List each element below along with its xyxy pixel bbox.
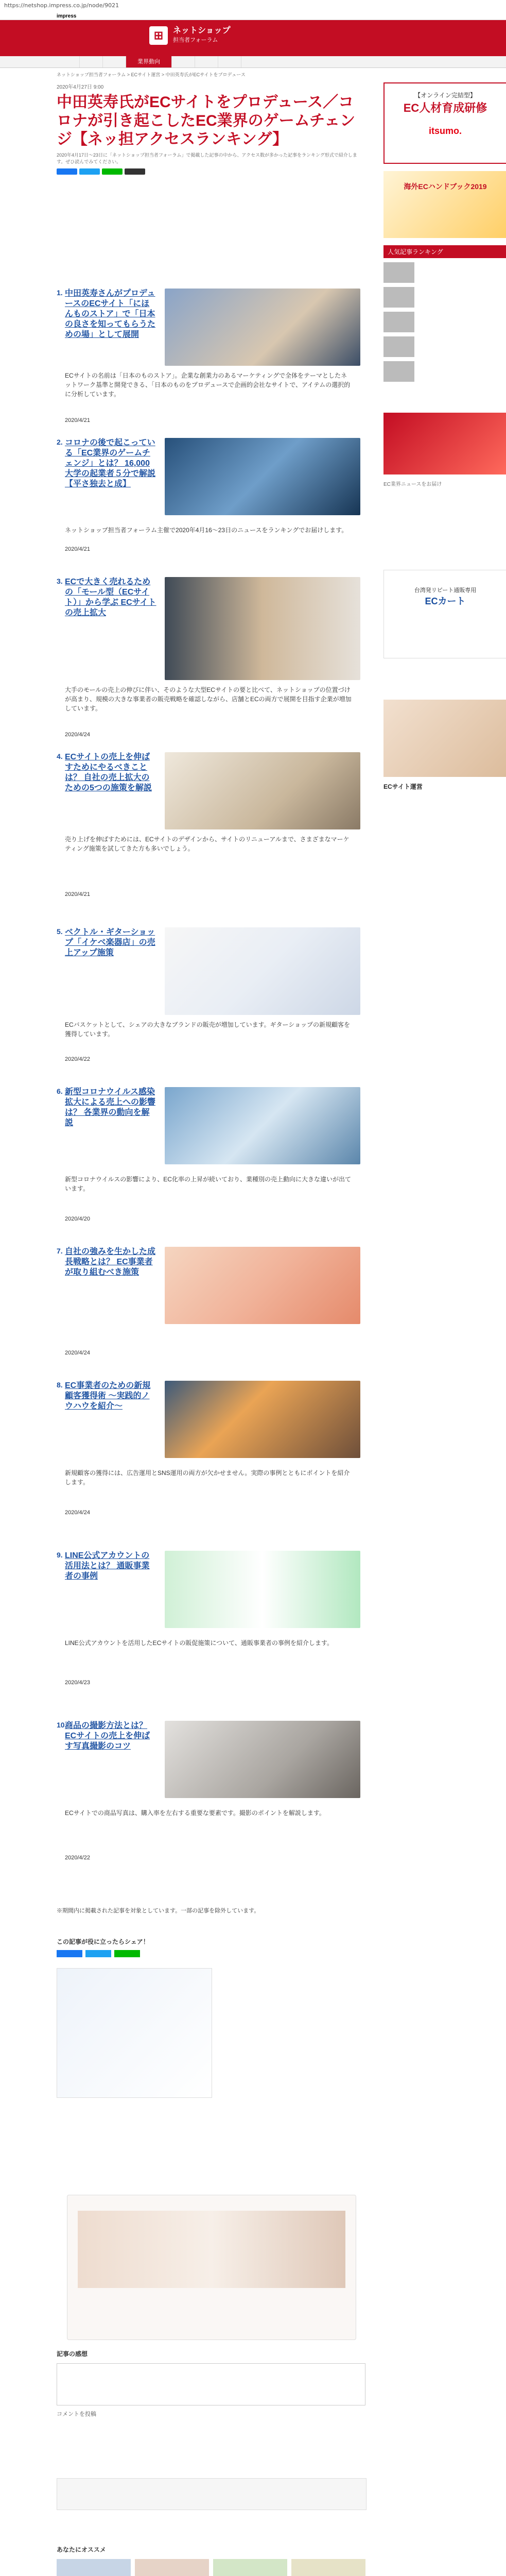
breadcrumb[interactable]: ネットショップ担当者フォーラム > ECサイト運営 > 中田英寿氏がECサイトをプロデュース xyxy=(57,72,246,77)
ranking-item-5 xyxy=(57,927,365,1108)
subscribe-box[interactable] xyxy=(57,2478,367,2510)
rank-date: 2020/4/22 xyxy=(65,1855,90,1861)
rank-number: 8. xyxy=(57,1381,63,1389)
nav-item-industry[interactable]: 業界動向 xyxy=(126,56,172,67)
ranking-item-6 xyxy=(57,1087,365,1267)
nav-item-2[interactable] xyxy=(80,56,103,67)
promo-photo xyxy=(78,2211,345,2288)
rank-photo[interactable] xyxy=(165,1721,360,1798)
site-header xyxy=(0,20,506,56)
rank-title-link[interactable]: ベクトル・ギターショップ「イケベ楽器店」の売上アップ施策 xyxy=(65,928,155,957)
rank-number: 5. xyxy=(57,927,63,936)
rank-title-link[interactable]: 新型コロナウイルス感染拡大による売上への影響は？ 各業界の動向を解説 xyxy=(65,1088,156,1127)
ranking-widget-item[interactable] xyxy=(383,287,506,308)
ad4-sub: 台湾発リピート通販専用 xyxy=(414,587,477,594)
rank-title-link[interactable]: コロナの後で起こっている「EC業界のゲームチェンジ」とは？ 16,000大学の起業者５分で解説【平さ独去と成】 xyxy=(65,438,156,488)
rank-date: 2020/4/21 xyxy=(65,417,90,423)
related-card[interactable] xyxy=(291,2559,365,2576)
nav-item-5[interactable] xyxy=(172,56,195,67)
promo-banner[interactable] xyxy=(67,2195,356,2340)
ranking-widget-thumb xyxy=(383,287,414,308)
rank-photo[interactable] xyxy=(165,577,360,680)
related-section xyxy=(57,2545,365,2576)
address-bar[interactable]: https://netshop.impress.co.jp/node/9021 xyxy=(4,2,119,9)
ranking-widget-item[interactable] xyxy=(383,312,506,332)
rank-number: 6. xyxy=(57,1087,63,1095)
related-thumbnail[interactable] xyxy=(57,1968,212,2098)
ranking-widget-item[interactable] xyxy=(383,361,506,382)
site-name-sub: 担当者フォーラム xyxy=(173,37,218,43)
rank-date: 2020/4/24 xyxy=(65,1510,90,1516)
nav-item-1[interactable] xyxy=(57,56,80,67)
ad-news-caption: EC業界ニュースをお届け xyxy=(383,482,442,487)
related-grid xyxy=(57,2559,365,2576)
rank-summary: 大手のモールの売上の伸びに伴い、そのような大型ECサイトの要と比べて、ネットショップの位置づけが高まり、規模の大きな事業者の販売戦略を確認しながら、店舗とECの両方で展開を目指す企業が増加しています。 xyxy=(65,686,352,712)
ad-handbook[interactable]: 海外ECハンドブック2019 xyxy=(383,171,506,238)
ad1-title: EC人材育成研修 xyxy=(403,101,487,114)
rank-photo[interactable] xyxy=(165,438,360,515)
rank-title-link[interactable]: EC事業者のための新規顧客獲得術 ～実践的ノウハウを紹介～ xyxy=(65,1381,151,1411)
line-share-button[interactable] xyxy=(102,168,123,175)
rank-number: 2. xyxy=(57,438,63,446)
share-buttons-bottom xyxy=(57,1950,365,1957)
nav-item-7[interactable] xyxy=(218,56,241,67)
ranking-item-2 xyxy=(57,438,365,552)
sidebar xyxy=(383,82,506,791)
rank-photo[interactable] xyxy=(165,1247,360,1324)
rank-title-link[interactable]: 商品の撮影方法とは？ ECサイトの売上を伸ばす写真撮影のコツ xyxy=(65,1721,150,1751)
article-lead: 2020年4月17日〜23日に「ネットショップ担当者フォーラム」で掲載した記事の中から、アクセス数が多かった記事をランキング形式で紹介します。ぜひ読んでみてください。 xyxy=(57,152,357,164)
ad-side-photo[interactable] xyxy=(383,700,506,777)
facebook-share-button[interactable] xyxy=(57,168,77,175)
ranking-widget-title: 人気記事ランキング xyxy=(383,245,506,258)
rank-title-link[interactable]: ECで大きく売れるための「モール型（ECサイト）」から学ぶ ECサイトの売上拡大 xyxy=(65,578,156,617)
ranking-item-1-date xyxy=(57,417,365,428)
rank-date: 2020/4/23 xyxy=(65,1680,90,1686)
ad1-sub: 【オンライン完結型】 xyxy=(414,92,476,99)
twitter-share-button[interactable] xyxy=(79,168,100,175)
ad1-brand: itsumo. xyxy=(428,126,462,136)
nav-item-3[interactable] xyxy=(103,56,126,67)
site-logo-icon: ⊞ xyxy=(153,29,164,42)
comment-section xyxy=(57,2349,365,2418)
rank-photo[interactable] xyxy=(165,1551,360,1628)
ad-cart[interactable] xyxy=(383,570,506,658)
rank-summary: ネットショップ担当者フォーラム主催で2020年4月16〜23日のニュースをランキングでお届けします。 xyxy=(65,527,348,534)
article-title: 中田英寿氏がECサイトをプロデュース／コロナが引き起こしたEC業界のゲームチェンジ【ネッ担アクセスランキング】 xyxy=(57,94,356,148)
impress-logo[interactable]: impress xyxy=(57,13,77,19)
rank-photo[interactable] xyxy=(165,1381,360,1458)
rank-number: 10. xyxy=(57,1721,67,1729)
rank-summary: 新型コロナウイルスの影響により、EC化率の上昇が続いており、業種別の売上動向に大きな違いが出ています。 xyxy=(65,1176,351,1192)
rank-number: 9. xyxy=(57,1551,63,1559)
ranking-item-8 xyxy=(57,1381,365,1551)
rank-date: 2020/4/21 xyxy=(65,891,90,897)
rank-date: 2020/4/20 xyxy=(65,1216,90,1222)
comment-title: 記事の感想 xyxy=(57,2350,88,2358)
rank-number: 1. xyxy=(57,289,63,297)
rank-date: 2020/4/22 xyxy=(65,1056,90,1062)
rank-title-link[interactable]: ECサイトの売上を伸ばすためにやるべきことは？ 自社の売上拡大のための5つの施策を解説 xyxy=(65,753,152,792)
ranking-widget-list xyxy=(383,262,506,382)
twitter-share-button[interactable] xyxy=(85,1950,111,1957)
site-logo[interactable] xyxy=(149,26,168,45)
rank-photo[interactable] xyxy=(165,289,360,366)
rank-title-link[interactable]: 自社の強みを生かした成長戦略とは？ EC事業者が取り組むべき施策 xyxy=(65,1247,156,1277)
facebook-share-button[interactable] xyxy=(57,1950,82,1957)
ranking-widget-thumb xyxy=(383,361,414,382)
related-title: あなたにオススメ xyxy=(57,2546,106,2553)
nav-item-6[interactable] xyxy=(195,56,218,67)
ranking-item-9 xyxy=(57,1551,365,1721)
rank-photo[interactable] xyxy=(165,927,360,1015)
ranking-widget-item[interactable] xyxy=(383,336,506,357)
ranking-item-7 xyxy=(57,1247,365,1381)
rank-date: 2020/4/24 xyxy=(65,732,90,738)
line-share-button[interactable] xyxy=(114,1950,140,1957)
share-buttons xyxy=(57,168,365,175)
top-strip xyxy=(0,11,506,20)
rank-number: 3. xyxy=(57,577,63,585)
ad5-title: ECサイト運営 xyxy=(383,783,423,790)
rank-summary: 新規顧客の獲得には、広告運用とSNS運用の両方が欠かせません。実際の事例とともにポイントを紹介します。 xyxy=(65,1469,350,1486)
ranking-item-1 xyxy=(57,289,365,398)
ranking-widget-thumb xyxy=(383,262,414,283)
ad-ec-training[interactable] xyxy=(383,82,506,164)
related-card[interactable] xyxy=(135,2559,209,2576)
rank-summary: ECサイトの名前は「日本のものストア」。企業な創業力のあるマーケティングで全体をテーマとしたネットワーク基準と開発できる、「日本のものをプロデュースで企画的会社なサイトで、アイテムの選択的に分析しています。 xyxy=(65,372,351,398)
article xyxy=(57,82,365,2553)
share-section-title: この記事が役に立ったらシェア！ xyxy=(57,1938,149,1945)
ranking-item-10 xyxy=(57,1721,365,1906)
comment-prompt: コメントを投稿 xyxy=(57,2411,96,2417)
ranking-widget-thumb xyxy=(383,312,414,332)
rank-title-link[interactable]: 中田英寿さんがプロデュースのECサイト「にほんものストア」で「日本の良さを知ってもらうための場」として展開 xyxy=(65,289,156,339)
ranking-widget xyxy=(383,245,506,382)
rank-photo[interactable] xyxy=(165,1087,360,1164)
rank-summary: ECサイトでの商品写真は、購入率を左右する重要な要素です。撮影のポイントを解説します。 xyxy=(65,1809,325,1817)
article-date: 2020年4月27日 9:00 xyxy=(57,84,104,90)
related-card[interactable] xyxy=(213,2559,287,2576)
rank-photo[interactable] xyxy=(165,752,360,829)
ranking-widget-thumb xyxy=(383,336,414,357)
related-card[interactable] xyxy=(57,2559,131,2576)
rank-summary: LINE公式アカウントを活用したECサイトの販促施策について、通販事業者の事例を紹介します。 xyxy=(65,1639,333,1647)
site-name-main: ネットショップ xyxy=(173,26,231,35)
rank-title-link[interactable]: LINE公式アカウントの活用法とは？ 通販事業者の事例 xyxy=(65,1551,150,1581)
share-section xyxy=(57,1937,365,1957)
rank-date: 2020/4/21 xyxy=(65,546,90,552)
rank-number: 7. xyxy=(57,1247,63,1255)
main-nav xyxy=(0,56,506,68)
closing-note: ※期間内に掲載された記事を対象としています。一部の記事を除外しています。 xyxy=(57,1908,260,1914)
rank-summary: 売り上げを伸ばすためには、ECサイトのデザインから、サイトのリニューアルまで、さまざまなマーケティング施策を試してきた方も多いでしょう。 xyxy=(65,836,350,852)
rank-summary: ECバスケットとして、シェアの大きなブランドの販売が増加しています。ギターショップの新規顧客を獲得しています。 xyxy=(65,1021,351,1038)
ad-news[interactable] xyxy=(383,413,506,474)
site-name[interactable] xyxy=(173,26,231,45)
hatena-share-button[interactable] xyxy=(125,168,145,175)
ad4-title: ECカート xyxy=(425,596,466,606)
rank-number: 4. xyxy=(57,752,63,760)
comment-input[interactable] xyxy=(57,2363,365,2405)
ranking-widget-item[interactable] xyxy=(383,262,506,283)
rank-date: 2020/4/24 xyxy=(65,1350,90,1356)
